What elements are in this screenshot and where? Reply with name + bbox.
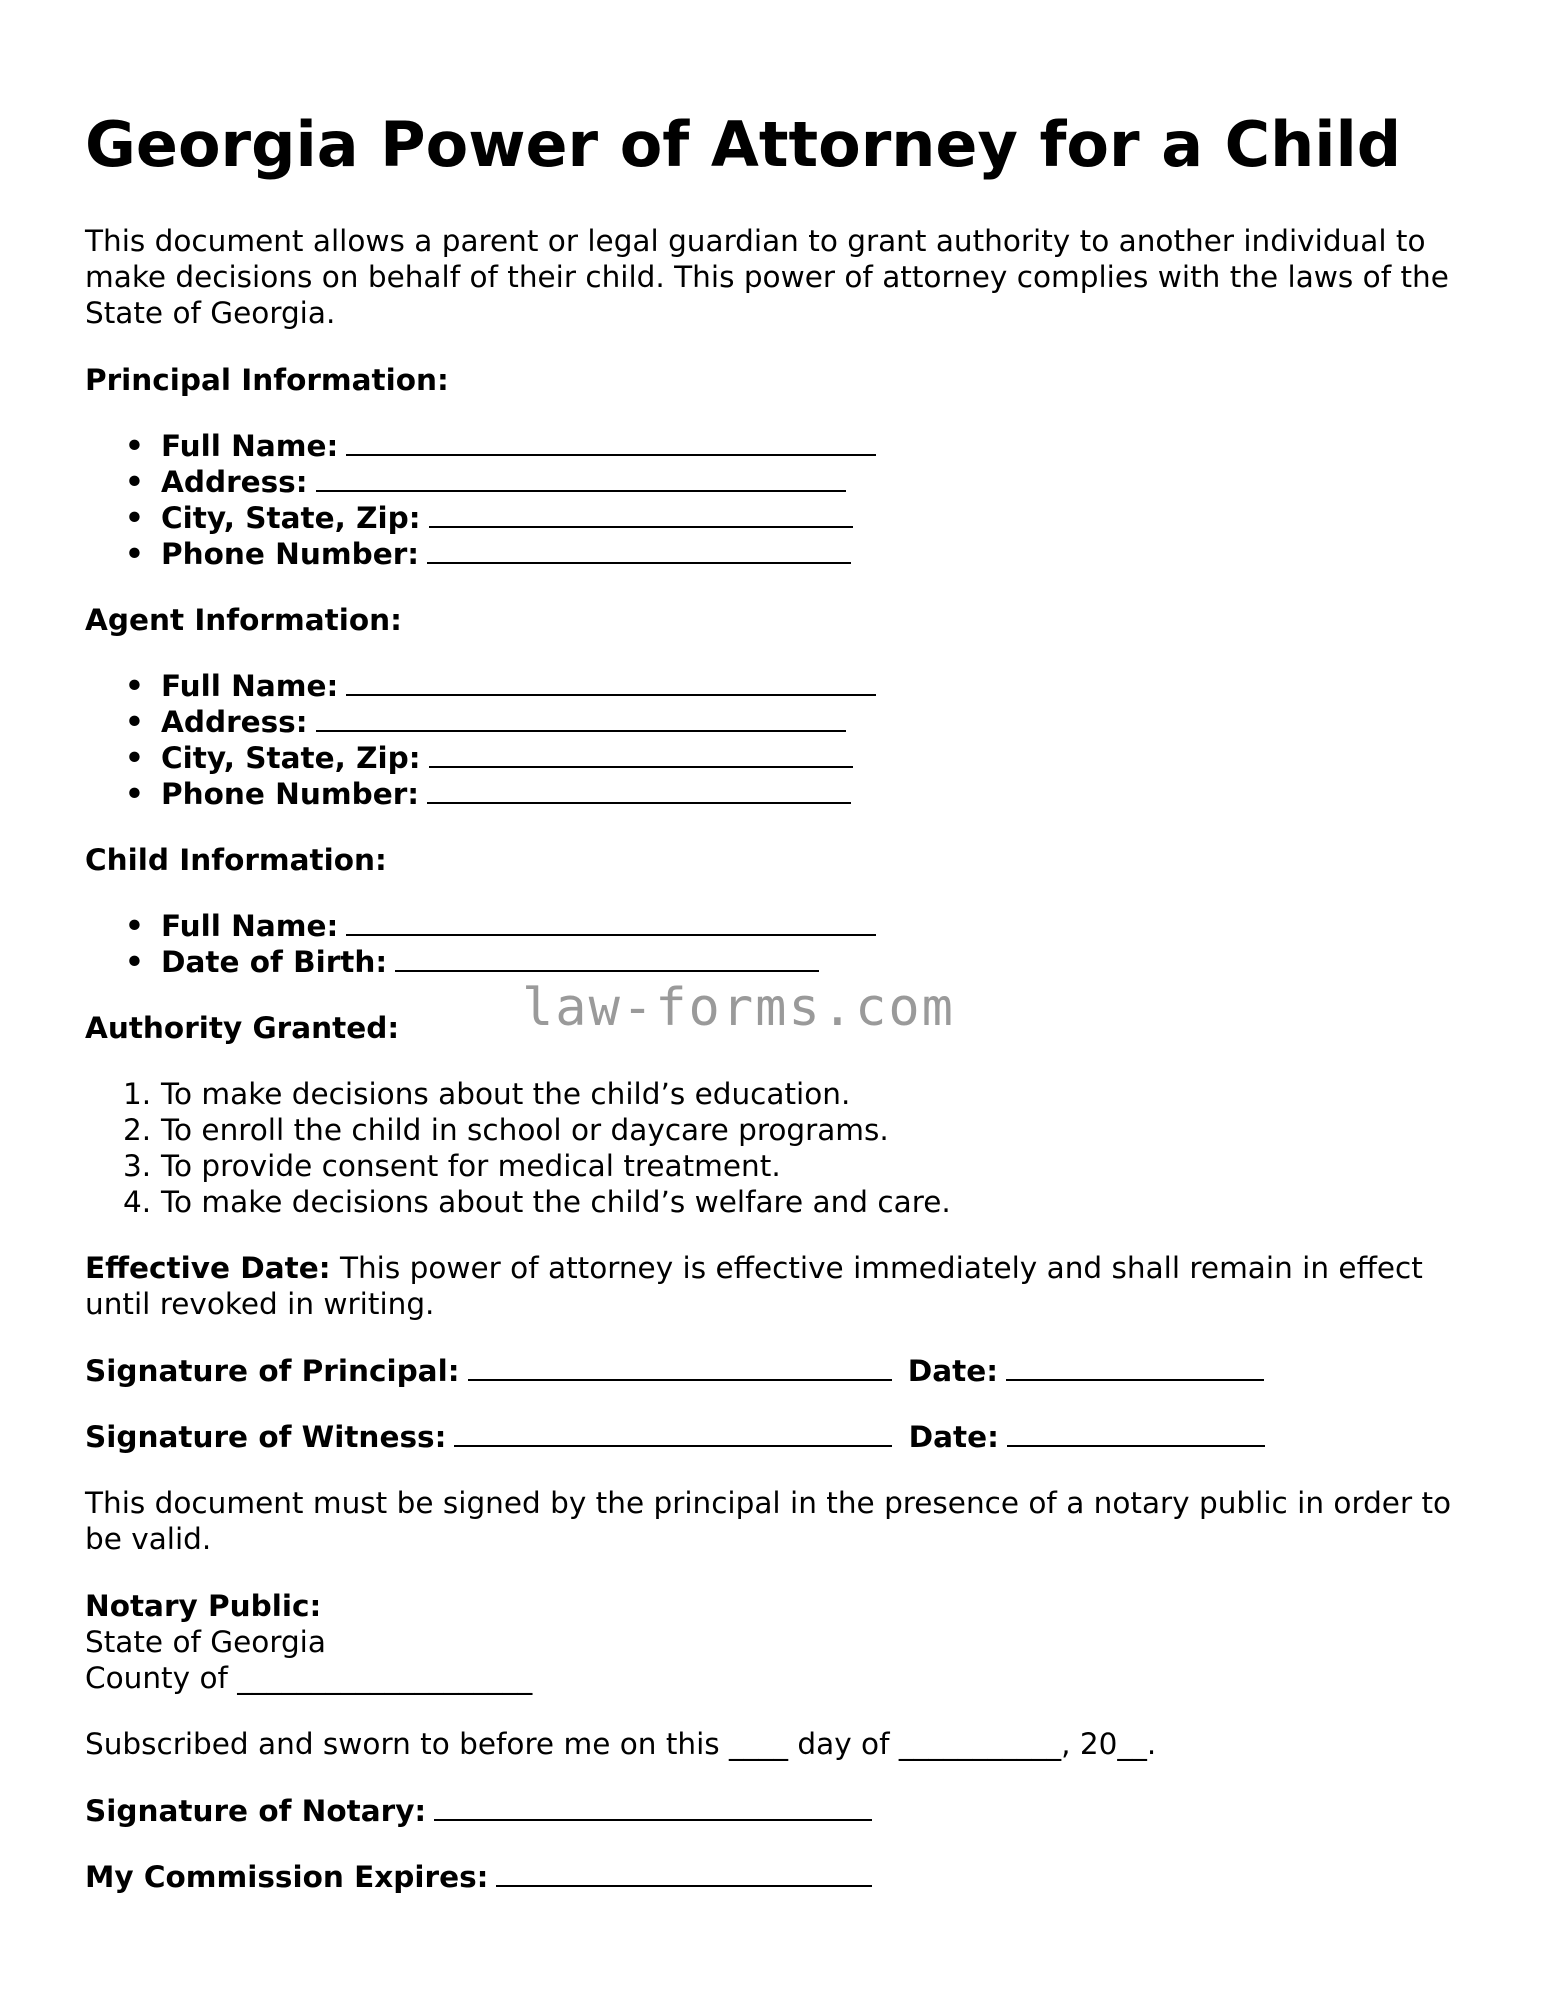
agent-address-field[interactable]: • Address: — [85, 704, 1465, 740]
agent-fields — [85, 668, 1465, 812]
fill-line — [427, 776, 851, 804]
witness-signature-line[interactable] — [454, 1419, 892, 1447]
child-heading: Child Information: — [85, 843, 387, 877]
fill-line — [316, 704, 846, 732]
agent-city-state-zip-field[interactable]: • City, State, Zip: — [85, 740, 1465, 776]
commission-expires-row[interactable]: My Commission Expires: — [85, 1859, 1465, 1895]
principal-heading: Principal Information: — [85, 363, 449, 397]
effective-date-paragraph — [85, 1250, 1465, 1322]
commission-expires-line[interactable] — [496, 1859, 872, 1887]
notary-section — [85, 1588, 1465, 1696]
authority-list — [85, 1076, 1465, 1220]
fill-line — [346, 908, 876, 936]
child-full-name-field[interactable]: • Full Name: — [85, 908, 1465, 944]
authority-item: 3. To provide consent for medical treatment. — [123, 1149, 781, 1183]
authority-item: 2. To enroll the child in school or daycare programs. — [123, 1113, 889, 1147]
intro-paragraph: This document allows a parent or legal guardian to grant authority to another individual to make decisions on behalf of their child. This power of attorney complies with the laws of the State of Georgia. — [85, 224, 1449, 330]
agent-phone-field[interactable]: • Phone Number: — [85, 776, 1465, 812]
fill-line — [346, 428, 876, 456]
fill-line — [316, 464, 846, 492]
principal-phone-field[interactable]: • Phone Number: — [85, 536, 1465, 572]
principal-fields — [85, 428, 1465, 572]
authority-heading: Authority Granted: — [85, 1011, 400, 1045]
effective-date-label: Effective Date: — [85, 1251, 331, 1285]
witness-signature-row[interactable]: Signature of Witness: Date: — [85, 1419, 1465, 1455]
child-fields — [85, 908, 1465, 980]
authority-item: 1. To make decisions about the child’s education. — [123, 1077, 851, 1111]
effective-date-text: This power of attorney is effective immediately and shall remain in effect until revoked in writing. — [85, 1251, 1423, 1321]
principal-signature-line[interactable] — [468, 1353, 892, 1381]
fill-line — [395, 944, 819, 972]
witness-date-line[interactable] — [1007, 1419, 1265, 1447]
agent-heading: Agent Information: — [85, 603, 402, 637]
principal-signature-row[interactable]: Signature of Principal: Date: — [85, 1353, 1465, 1389]
notary-signature-line[interactable] — [434, 1793, 872, 1821]
notary-state: State of Georgia — [85, 1625, 326, 1659]
agent-full-name-field[interactable]: • Full Name: — [85, 668, 1465, 704]
fill-line — [346, 668, 876, 696]
principal-address-field[interactable]: • Address: — [85, 464, 1465, 500]
principal-date-line[interactable] — [1006, 1353, 1264, 1381]
fill-line — [427, 536, 851, 564]
notary-county[interactable]: County of ____________________ — [85, 1661, 533, 1695]
child-date-of-birth-field[interactable]: • Date of Birth: — [85, 944, 1465, 980]
watermark-text: law-forms.com — [522, 978, 955, 1038]
notary-notice: This document must be signed by the principal in the presence of a notary public in order to be valid. — [85, 1486, 1452, 1556]
notary-signature-row[interactable]: Signature of Notary: — [85, 1793, 1465, 1829]
principal-full-name-field[interactable]: • Full Name: — [85, 428, 1465, 464]
notary-sworn-line[interactable]: Subscribed and sworn to before me on this ____ day of ___________, 20__. — [85, 1727, 1157, 1761]
fill-line — [429, 740, 853, 768]
authority-item: 4. To make decisions about the child’s welfare and care. — [123, 1185, 951, 1219]
document-title: Georgia Power of Attorney for a Child — [85, 108, 1402, 181]
notary-heading: Notary Public: — [85, 1589, 322, 1623]
principal-city-state-zip-field[interactable]: • City, State, Zip: — [85, 500, 1465, 536]
fill-line — [429, 500, 853, 528]
